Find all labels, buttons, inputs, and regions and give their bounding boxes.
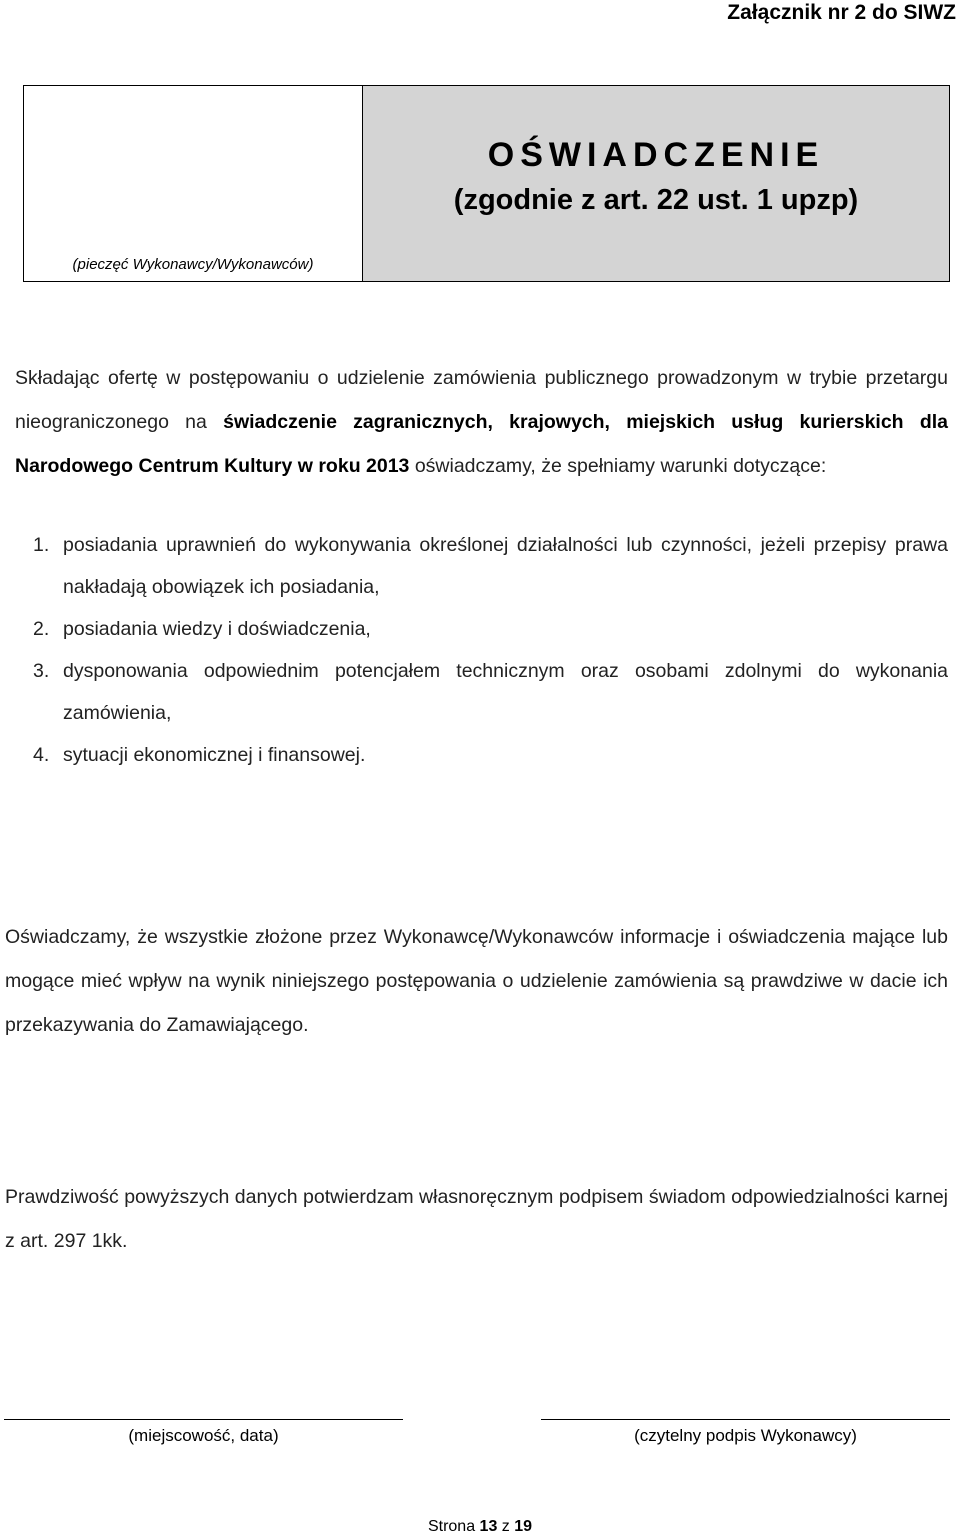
list-item-number: 3. [33,660,50,682]
intro-paragraph [15,356,948,488]
list-item-text: posiadania uprawnień do wykonywania określonej działalności lub czynności, jeżeli przepisy prawa nakładają obowiązek ich posiadania, [63,534,948,598]
list-item-number: 4. [33,744,50,766]
conditions-list [15,524,948,776]
intro-text-start: Składając ofertę w postępowaniu o udzielenie zamówienia publicznego prowadzonym w trybie przetargu nieograniczonego na [15,367,948,433]
annex-label: Załącznik nr 2 do SIWZ [727,1,956,24]
list-item-number: 1. [33,534,50,556]
list-item-number: 2. [33,618,50,640]
intro-text-end: oświadczamy, że spełniamy warunki dotyczące: [409,455,827,477]
list-item-text: sytuacji ekonomicznej i finansowej. [63,744,366,766]
confirmation-paragraph: Prawdziwość powyższych danych potwierdzam własnoręcznym podpisem świadom odpowiedzialności karnej z art. 297 1kk. [5,1186,948,1252]
document-title: OŚWIADCZENIE [487,136,825,174]
list-item [15,734,948,776]
footer-prefix: Strona [427,1518,476,1535]
header-box [23,85,950,282]
list-item [15,608,948,650]
list-item-text: posiadania wiedzy i doświadczenia, [63,618,371,640]
list-item-text: dysponowania odpowiednim potencjałem technicznym oraz osobami zdolnymi do wykonania zamówienia, [63,660,948,724]
intro-subject: świadczenie zagranicznych, krajowych, miejskich usług kurierskich dla Narodowego Centrum Kultury w roku 2013 [15,411,948,477]
declaration-paragraph: Oświadczamy, że wszystkie złożone przez Wykonawcę/Wykonawców informacje i oświadczenia mające lub mogące mieć wpływ na wynik niniejszego postępowania o udzielenie zamówienia są prawdziwe w dacie ich przekazywania do Zamawiającego. [5,926,948,1036]
signature-line [541,1419,950,1420]
page-footer [0,1518,960,1536]
stamp-label: (pieczęć Wykonawcy/Wykonawców) [72,256,314,273]
place-date-line [4,1419,403,1420]
list-item [15,650,948,734]
footer-page-total: 19 [514,1518,533,1535]
signature-label: (czytelny podpis Wykonawcy) [634,1426,857,1445]
list-item [15,524,948,608]
document-subtitle: (zgodnie z art. 22 ust. 1 upzp) [453,184,859,216]
stamp-cell [24,86,363,281]
title-cell [363,86,949,281]
footer-page-number: 13 [479,1518,498,1535]
place-date-label: (miejscowość, data) [128,1426,279,1445]
footer-of: z [501,1518,510,1535]
